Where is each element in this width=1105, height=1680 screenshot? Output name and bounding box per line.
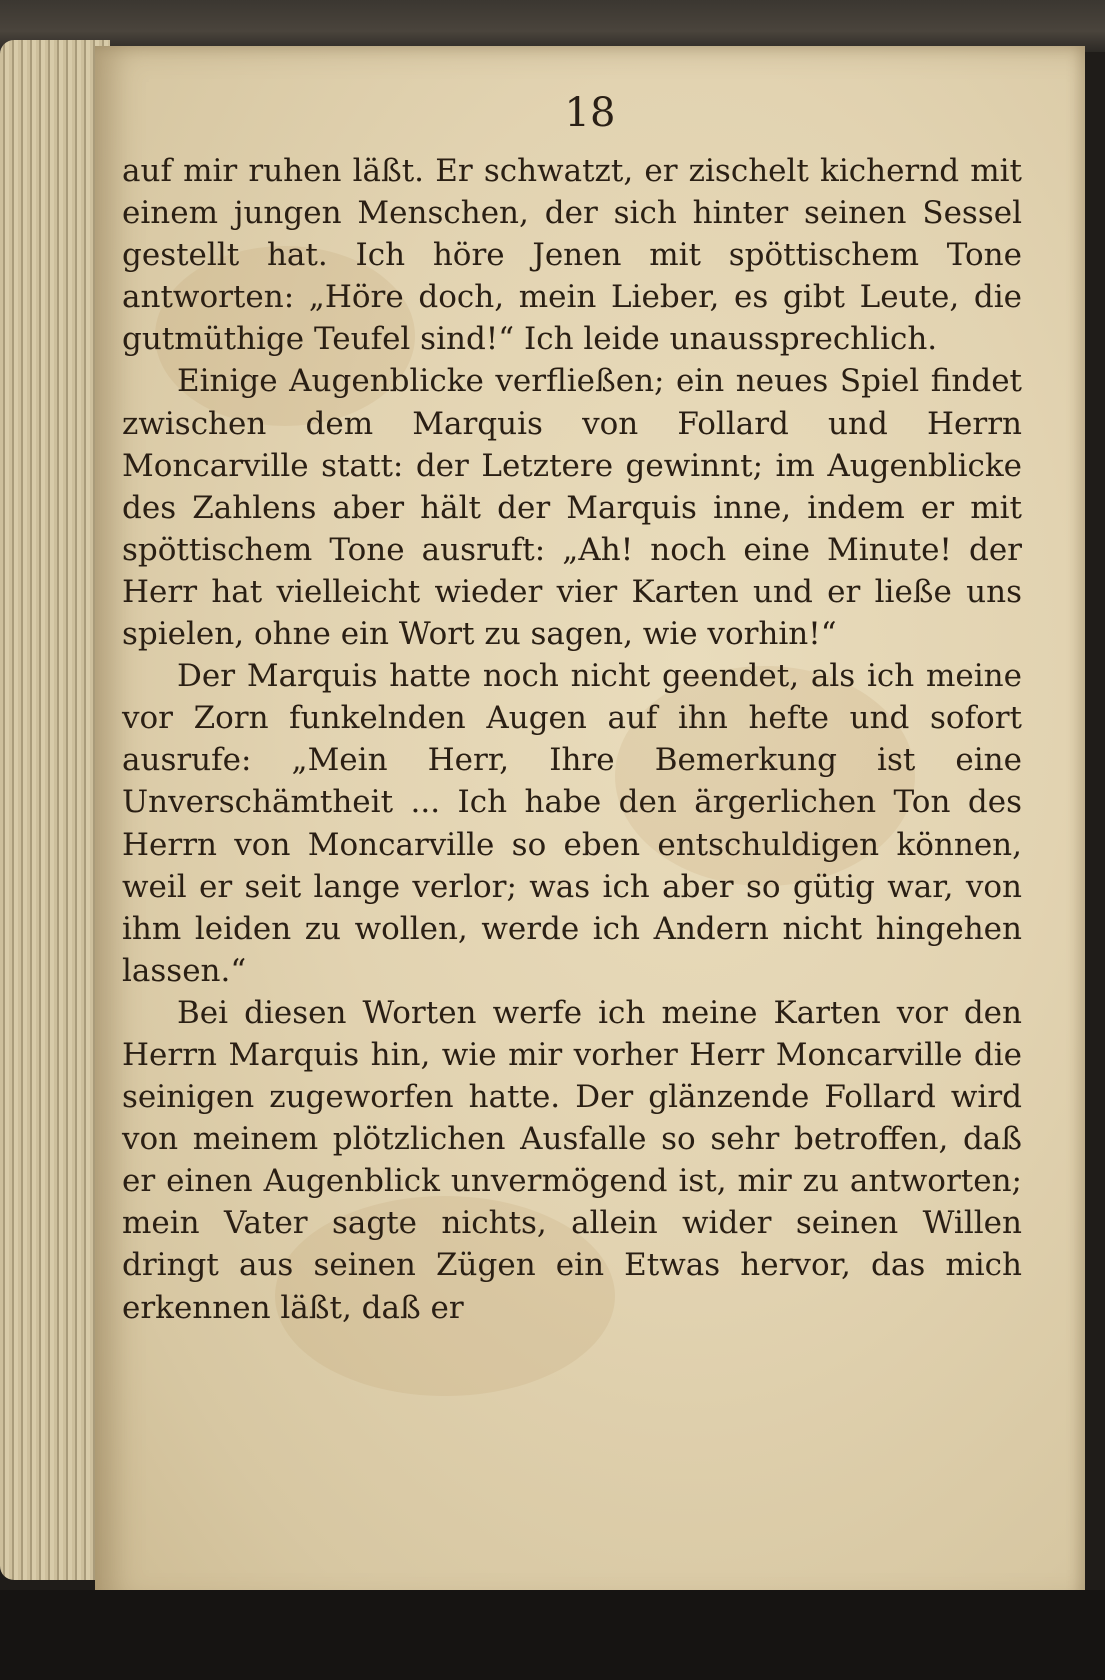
page-number: 18 bbox=[564, 90, 616, 136]
paragraph: auf mir ruhen läßt. Er schwatzt, er zischelt kichernd mit einem jungen Menschen, der sich hinter seinen Sessel gestellt hat. Ich höre Jenen mit spöttischem Tone antworten: „Höre doch, mein Lieber, es gibt Leute, die gutmüthige Teufel sind!“ Ich leide unaussprechlich. bbox=[122, 153, 1022, 358]
book-binding-top bbox=[0, 0, 1105, 52]
paragraph: Bei diesen Worten werfe ich meine Karten vor den Herrn Marquis hin, wie mir vorher Herr Moncarville die seinigen zugeworfen hatte. Der glänzende Follard wird von meinem plötzlichen Ausfalle so sehr betroffen, daß er einen Augenblick unvermögend ist, mir zu antworten; mein Vater sagte nichts, allein wider seinen Willen dringt aus seinen Zügen ein Etwas hervor, das mich erkennen läßt, daß er bbox=[122, 994, 1022, 1326]
page-edges bbox=[0, 40, 110, 1580]
page-text bbox=[122, 150, 1022, 1329]
book-cover-bottom bbox=[0, 1590, 1105, 1680]
paragraph: Der Marquis hatte noch nicht geendet, als ich meine vor Zorn funkelnden Augen auf ihn hefte und sofort ausrufe: „Mein Herr, Ihre Bemerkung ist eine Unverschämtheit ... Ich habe den ärgerlichen Ton des Herrn von Moncarville so eben entschuldigen können, weil er seit lange verlor; was ich aber so gütig war, von ihm leiden zu wollen, werde ich Andern nicht hingehen lassen.“ bbox=[122, 658, 1022, 989]
paragraph: Einige Augenblicke verfließen; ein neues Spiel findet zwischen dem Marquis von Follard und Herrn Moncarville statt: der Letztere gewinnt; im Augenblicke des Zahlens aber hält der Marquis inne, indem er mit spöttischem Tone ausruft: „Ah! noch eine Minute! der Herr hat vielleicht wieder vier Karten und er ließe uns spielen, ohne ein Wort zu sagen, wie vorhin!“ bbox=[122, 363, 1022, 653]
